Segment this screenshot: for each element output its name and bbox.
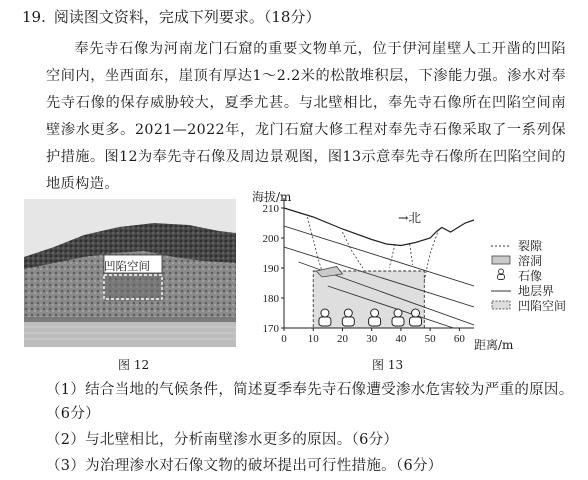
figure13-caption: 图 13: [372, 358, 404, 372]
subquestion-1: （1）结合当地的气候条件，简述夏季奉先寺石像遭受渗水危害较为严重的原因。: [46, 382, 574, 398]
statue-body: [410, 317, 422, 326]
question-number: 19.: [22, 8, 46, 26]
legend-item-depression: [490, 298, 566, 313]
statue-body: [319, 317, 331, 326]
figure12-box-label: 凹陷空间: [104, 259, 150, 273]
question-title: 阅读图文资料，完成下列要求。（18分）: [53, 8, 321, 26]
x-tick-label: 0: [281, 333, 287, 345]
statue-head: [412, 309, 420, 317]
y-tick-label: 170: [262, 323, 279, 335]
x-tick-label: 30: [366, 333, 378, 345]
dashed-box-icon: [490, 299, 512, 313]
legend-item-fracture: [490, 238, 566, 253]
figure13-y-axis-label: 海拔/m: [252, 190, 292, 204]
question-paragraph: 奉先寺石像为河南龙门石窟的重要文物单元，位于伊河崖壁人工开凿的凹陷空间内，坐西面东，崖顶有厚达1～2.2米的松散堆积层，下渗能力强。渗水对奉先寺石像的保存威胁较大，夏季尤甚。与北壁相比，奉先寺石像所在凹陷空间南壁渗水更多。2021—2022年，龙门石窟大修工程对奉先寺石像采取了一系列保护措施。图12为奉先寺石像及周边景观图，图13示意奉先寺石像所在凹陷空间的地质构造。: [46, 41, 566, 192]
x-tick-label: 10: [307, 333, 319, 345]
x-tick-label: 40: [395, 333, 407, 345]
legend-item-cave: [490, 253, 566, 268]
figure13-x-axis-label: 距离/m: [474, 338, 514, 352]
statue-head: [321, 309, 329, 317]
statue-body: [392, 317, 404, 326]
figure13-legend: [490, 238, 566, 313]
statue-body: [342, 317, 354, 326]
statue-body: [369, 317, 381, 326]
statue-head: [394, 309, 402, 317]
x-tick-label: 60: [453, 333, 465, 345]
figure12-caption: 图 12: [118, 358, 150, 372]
figure13-north-label: →北: [398, 210, 421, 225]
y-tick-label: 210: [262, 203, 279, 215]
fracture-line: [389, 244, 395, 268]
x-tick-label: 20: [336, 333, 348, 345]
fracture-line: [307, 217, 322, 271]
question-header: [22, 6, 320, 27]
legend-item-boundary: [490, 283, 566, 298]
legend-label: 溶洞: [518, 254, 543, 268]
fracture-line: [410, 244, 413, 265]
legend-label: 石像: [518, 269, 543, 283]
subquestion-2: （2）与北壁相比，分析南壁渗水更多的原因。（6分）: [46, 432, 399, 448]
subquestion-1-score: （6分）: [46, 406, 100, 422]
legend-label: 裂隙: [518, 239, 543, 253]
solid-line-icon: [490, 284, 512, 298]
cave-fill-icon: [490, 254, 512, 268]
statue-head: [344, 309, 352, 317]
y-tick-label: 200: [262, 233, 279, 245]
y-tick-label: 190: [262, 263, 279, 275]
legend-item-statue: [490, 268, 566, 283]
x-tick-label: 50: [424, 333, 436, 345]
y-tick-label: 180: [262, 293, 279, 305]
legend-label: 凹陷空间: [518, 299, 567, 313]
figure13-diagram: [240, 188, 488, 362]
statue-head: [371, 309, 379, 317]
subquestion-3: （3）为治理渗水对石像文物的破坏提出可行性措施。（6分）: [46, 458, 443, 474]
ground-surface: [284, 208, 474, 246]
legend-label: 地层界: [518, 284, 555, 298]
dashed-line-icon: [490, 239, 512, 253]
statue-icon: [490, 268, 512, 283]
